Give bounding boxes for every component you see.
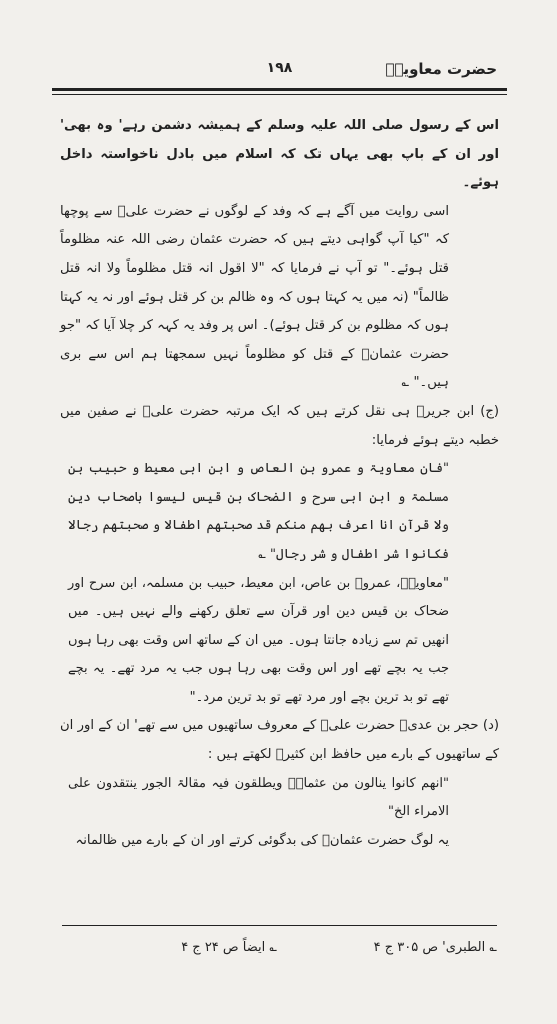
footnote-2: ؎ ایضاً ص ۲۴ ج ۴ [181,940,277,955]
footnotes [62,940,497,964]
page-number: ۱۹۸ [266,60,293,76]
arabic-quote-1: "فان معاویۃ و عمرو بن العاص و ابن ابی معیط و حبیب بن مسلمۃ و ابن ابی سرح و الضحاک بن قیس لیسوا باصحاب دین ولا قرآن انا اعرف بھم منکم قد صحبتھم اطفالا و صحبتھم رجالا فکانوا شر اطفال و شر رجال" ؎ [68,461,449,562]
header-rule-thick [52,88,507,91]
footnote-rule [62,925,497,926]
paragraph-5: یہ لوگ حضرت عثمانؓ کی بدگوئی کرتے اور ان کے بارے میں ظالمانہ [75,832,449,848]
arabic-quote-2: "انھم کانوا ینالون من عثمانؓ ویطلقون فیہ مقالۃ الجور ینتقدون علی الامراء الخ" [68,775,449,820]
translation-quote-1: "معاویہؓ، عمروؓ بن عاص، ابن معیط، حبیب بن مسلمہ، ابن سرح اور ضحاک بن قیس دین اور قرآن سے تعلق رکھنے والے نہیں ہیں۔ میں انھیں تم سے زیادہ جانتا ہوں۔ میں ان کے ساتھ اس وقت بھی رہا ہوں جب یہ بچے تھے اور اس وقت بھی رہا ہوں جب یہ مرد تھے۔ یہ بچے تھے تو بد ترین بچے اور مرد تھے تو بد ترین مرد۔" [68,575,449,705]
header-rule-thin [52,94,507,95]
paragraph-3: (ج) ابن جریرؒ ہی نقل کرتے ہیں کہ ایک مرتبہ حضرت علیؓ نے صفین میں خطبہ دیتے ہوئے فرمایا: [60,403,499,448]
page-header [52,54,507,84]
paragraph-1: اس کے رسول صلی اللہ علیہ وسلم کے ہمیشہ دشمن رہے' وہ بھی' اور ان کے باپ بھی یہاں تک کہ اسلام میں بادل ناخواستہ داخل ہوئے۔ [60,118,499,191]
page-body [60,112,499,855]
running-title: حضرت معاویہؓ [385,60,497,78]
footnote-1: ؎ الطبری' ص ۳۰۵ ج ۴ [373,940,497,955]
paragraph-4: (د) حجر بن عدیؓ حضرت علیؓ کے معروف ساتھیوں میں سے تھے' ان کے اور ان کے ساتھیوں کے بارے میں حافظ ابن کثیرؒ لکھتے ہیں : [60,718,499,763]
paragraph-2: اسی روایت میں آگے ہے کہ وفد کے لوگوں نے حضرت علیؓ سے پوچھا کہ "کیا آپ گواہی دیتے ہیں کہ حضرت عثمان رضی اللہ عنہ مظلوماً قتل ہوئے۔" تو آپ نے فرمایا کہ "لا اقول انہ قتل مظلوماً ولا انہ قتل ظالماً" (نہ میں یہ کہتا ہوں کہ وہ ظالم بن کر قتل ہوئے اور نہ یہ کہتا ہوں کہ مظلوم بن کر قتل ہوئے)۔ اس پر وفد یہ کہہ کر چلا آیا کہ "جو حضرت عثمانؓ کے قتل کو مظلوماً نہیں سمجھتا ہم اس سے بری ہیں۔" ؎ [60,203,449,391]
